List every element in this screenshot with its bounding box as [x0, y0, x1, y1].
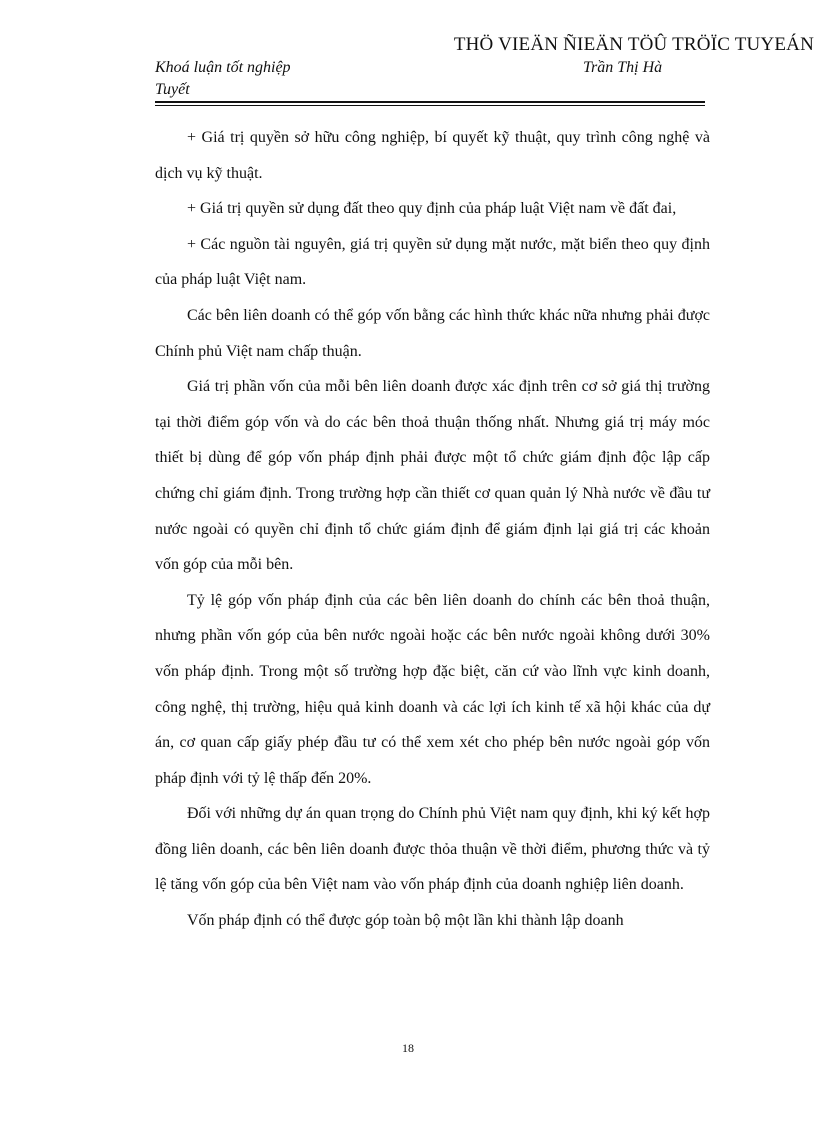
header-rule-thin — [155, 105, 705, 106]
header-author-name: Trần Thị Hà — [583, 59, 663, 76]
header-left — [155, 57, 291, 101]
paragraph: + Giá trị quyền sử dụng đất theo quy định của pháp luật Việt nam về đất đai, — [187, 200, 677, 218]
paragraph: + Giá trị quyền sở hữu công nghiệp, bí quyết kỹ thuật, quy trình công nghệ và dịch vụ kỹ thuật. — [155, 129, 710, 182]
paragraph: Giá trị phần vốn của mỗi bên liên doanh được xác định trên cơ sở giá thị trường tại thời điểm góp vốn và do các bên thoả thuận thống nhất. Nhưng giá trị máy móc thiết bị dùng để góp vốn pháp định phải được một tổ chức giám định độc lập cấp chứng chỉ giám định. Trong trường hợp cần thiết cơ quan quản lý Nhà nước về đầu tư nước ngoài có quyền chỉ định tổ chức giám định để giám định lại giá trị các khoản vốn góp của mỗi bên. — [155, 378, 710, 574]
header-rule-thick — [155, 101, 705, 103]
paragraph: Các bên liên doanh có thể góp vốn bằng các hình thức khác nữa nhưng phải được Chính phủ Việt nam chấp thuận. — [155, 306, 710, 360]
library-banner: THÖ VIEÄN ÑIEÄN TÖÛ TRÖÏC TUYEÁN — [453, 34, 814, 55]
page-number: 18 — [402, 1041, 414, 1055]
header-author-surname: Tuyết — [155, 81, 190, 98]
body-text — [155, 120, 710, 939]
paragraph: + Các nguồn tài nguyên, giá trị quyền sử dụng mặt nước, mặt biển theo quy định của pháp luật Việt nam. — [155, 235, 710, 289]
paragraph: Đối với những dự án quan trọng do Chính phủ Việt nam quy định, khi ký kết hợp đồng liên doanh, các bên liên doanh được thỏa thuận về thời điểm, phương thức và tỷ lệ tăng vốn góp của bên Việt nam vào vốn pháp định của doanh nghiệp liên doanh. — [155, 805, 710, 894]
header-thesis-label: Khoá luận tốt nghiệp — [155, 59, 291, 76]
paragraph: Tỷ lệ góp vốn pháp định của các bên liên doanh do chính các bên thoả thuận, nhưng phần vốn góp của bên nước ngoài hoặc các bên nước ngoài không dưới 30% vốn pháp định. Trong một số trường hợp đặc biệt, căn cứ vào lĩnh vực kinh doanh, công nghệ, thị trường, hiệu quả kinh doanh và các lợi ích kinh tế xã hội khác của dự án, cơ quan cấp giấy phép đầu tư có thể xem xét cho phép bên nước ngoài góp vốn pháp định với tỷ lệ thấp đến 20%. — [155, 591, 710, 787]
paragraph: Vốn pháp định có thể được góp toàn bộ một lần khi thành lập doanh — [187, 912, 624, 930]
